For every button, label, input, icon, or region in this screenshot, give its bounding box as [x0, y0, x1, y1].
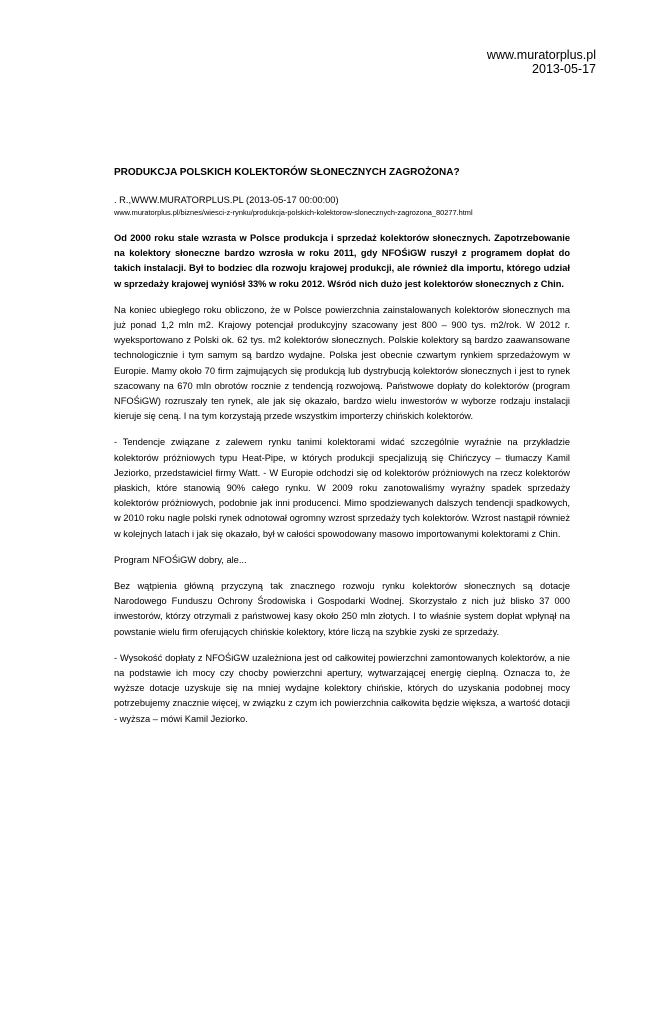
- article-byline: . R.,WWW.MURATORPLUS.PL (2013-05-17 00:00:00): [114, 195, 339, 205]
- article-title: PRODUKCJA POLSKICH KOLEKTORÓW SŁONECZNYCH ZAGROŻONA?: [114, 167, 460, 178]
- site-url: www.muratorplus.pl: [486, 48, 596, 62]
- article-subheading: Program NFOŚiGW dobry, ale...: [114, 554, 247, 565]
- article-paragraph-4: - Wysokość dopłaty z NFOŚiGW uzależniona jest od całkowitej powierzchni zamontowanych kolektorów, a nie na podstawie ich mocy czy chocby powierzchni apertury, wytwarzającej energię cieplną. Oznacza to, że wyższe dotacje uzyskuje się na mniej wydajne kolektory chińskie, których do uzyskania podobnej mocy potrzebujemy znacznie więcej, w związku z czym ich powierzchnia całkowita będzie większa, a wartość dotacji - wyższa – mówi Kamil Jeziorko.: [114, 652, 570, 724]
- page-header: [487, 48, 596, 76]
- article-lead: Od 2000 roku stale wzrasta w Polsce produkcja i sprzedaż kolektorów słonecznych. Zapotrzebowanie na kolektory słoneczne bardzo wzrosła w roku 2011, gdy NFOŚiGW ruszył z programem dopłat do takich instalacji. Był to bodziec dla rozwoju krajowej produkcji, ale również dla importu, którego udział w sprzedaży krajowej wyniósł 33% w roku 2012. Wśród nich dużo jest kolektorów słonecznych z Chin.: [114, 233, 570, 289]
- article-paragraph-2: - Tendencje związane z zalewem rynku tanimi kolektorami widać szczególnie wyraźnie na przykładzie kolektorów próżniowych typu Heat-Pipe, w których produkcji specjalizują się Chińczycy – tłumaczy Kamil Jeziorko, przedstawiciel firmy Watt. - W Europie odchodzi się od kolektorów próżniowych na rzecz kolektorów płaskich, które stanowią 90% całego rynku. W 2009 roku zanotowaliśmy wyraźny spadek sprzedaży kolektorów próżniowych, podobnie jak inni producenci. Mimo spodziewanych dalszych tendencji spadkowych, w 2010 roku nagle polski rynek odnotował ogromny wzrost sprzedaży tych kolektorów. Wzrost nastąpił również w kolejnych latach i jak się okazało, był w całości spowodowany masowo importowanymi kolektorami z Chin.: [114, 437, 570, 539]
- article: [114, 165, 570, 738]
- article-paragraph-3: Bez wątpienia główną przyczyną tak znacznego rozwoju rynku kolektorów słonecznych są dotacje Narodowego Funduszu Ochrony Środowiska i Gospodarki Wodnej. Skorzystało z nich już blisko 37 000 inwestorów, którzy otrzymali z państwowej kasy około 250 mln złotych. I to właśnie system dopłat wpłynął na powstanie wielu firm oferujących chińskie kolektory, które liczą na szybkie zyski ze sprzedaży.: [114, 581, 570, 637]
- article-url: www.muratorplus.pl/biznes/wiesci-z-rynku/produkcja-polskich-kolektorow-slonecznych-zagrozona_80277.html: [114, 208, 473, 217]
- article-paragraph-1: Na koniec ubiegłego roku obliczono, że w Polsce powierzchnia zainstalowanych kolektorów słonecznych ma już ponad 1,2 mln m2. Krajowy potencjał produkcyjny szacowany jest 800 – 900 tys. m2/rok. W 2012 r. wyeksportowano z Polski ok. 62 tys. m2 kolektorów słonecznych. Polskie kolektory są bardzo zaawansowane technologicznie i tym samym są bardzo wydajne. Polska jest obecnie czwartym rynkiem sprzedażowym w Europie. Mamy około 70 firm zajmujących się produkcją lub dystrybucją kolektorów słonecznych i jest to rynek szacowany na 670 mln obrotów rocznie z tendencją rozwojową. Państwowe dopłaty do kolektorów (program NFOŚiGW) rozruszały ten rynek, ale jak się okazało, bardzo wielu inwestorów w wyborze rodzaju instalacji kieruje się ceną. I na tym korzystają przede wszystkim importerzy chińskich kolektorów.: [114, 304, 570, 422]
- document-date: 2013-05-17: [532, 62, 596, 76]
